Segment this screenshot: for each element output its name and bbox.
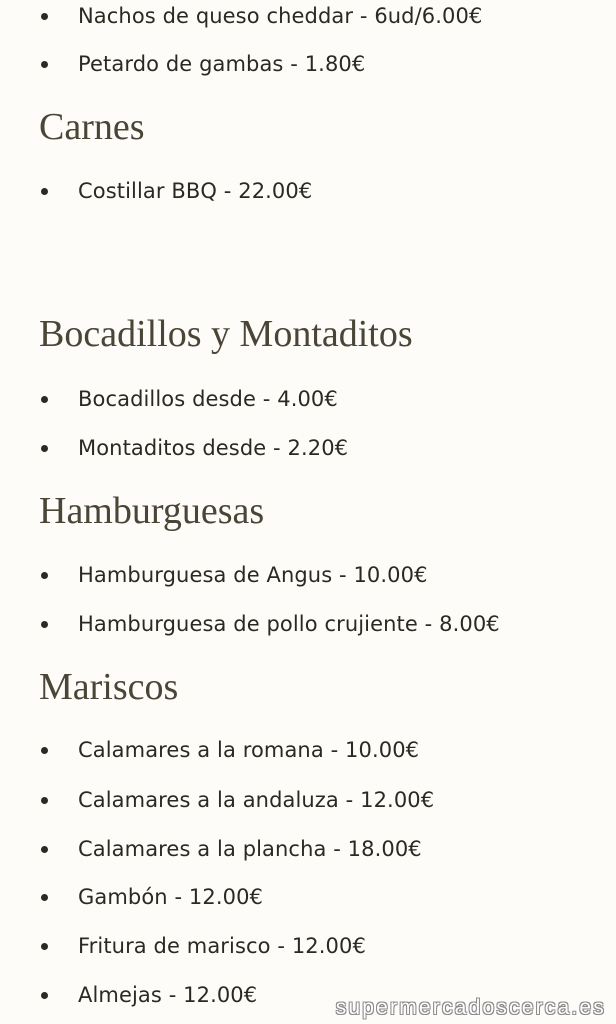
- bullet: [41, 747, 48, 754]
- list-item: [0, 1, 616, 31]
- bullet: [41, 846, 48, 853]
- watermark: supermercadoscerca.es: [335, 996, 606, 1019]
- bullet: [41, 992, 48, 999]
- bullet: [41, 13, 48, 20]
- list-item: [0, 785, 616, 815]
- list-item-text: Hamburguesa de Angus - 10.00€: [78, 563, 428, 587]
- list-item: [0, 49, 616, 79]
- bullet: [41, 396, 48, 403]
- list-item: [0, 384, 616, 414]
- list-item-text: Montaditos desde - 2.20€: [78, 436, 349, 460]
- list-item-text: Bocadillos desde - 4.00€: [78, 387, 338, 411]
- list-item-text: Petardo de gambas - 1.80€: [78, 52, 366, 76]
- list-item-text: Fritura de marisco - 12.00€: [78, 934, 366, 958]
- bullet: [41, 572, 48, 579]
- list-item: [0, 176, 616, 206]
- list-item-text: Calamares a la romana - 10.00€: [78, 738, 420, 762]
- list-item: [0, 931, 616, 961]
- list-item-text: Calamares a la andaluza - 12.00€: [78, 788, 435, 812]
- list-item: [0, 735, 616, 765]
- section-title-hamburguesas: Hamburguesas: [39, 490, 265, 532]
- bullet: [41, 894, 48, 901]
- bullet: [41, 445, 48, 452]
- list-item: [0, 560, 616, 590]
- list-item: [0, 834, 616, 864]
- list-item-text: Hamburguesa de pollo crujiente - 8.00€: [78, 612, 500, 636]
- section-title-carnes: Carnes: [39, 106, 145, 148]
- list-item: [0, 609, 616, 639]
- list-item: [0, 882, 616, 912]
- list-item-text: Costillar BBQ - 22.00€: [78, 179, 313, 203]
- list-item-text: Calamares a la plancha - 18.00€: [78, 837, 422, 861]
- section-title-bocadillos: Bocadillos y Montaditos: [39, 313, 413, 355]
- bullet: [41, 621, 48, 628]
- section-title-mariscos: Mariscos: [39, 666, 179, 708]
- bullet: [41, 188, 48, 195]
- list-item-text: Almejas - 12.00€: [78, 983, 258, 1007]
- bullet: [41, 61, 48, 68]
- bullet: [41, 797, 48, 804]
- bullet: [41, 943, 48, 950]
- list-item: [0, 433, 616, 463]
- list-item-text: Gambón - 12.00€: [78, 885, 263, 909]
- list-item-text: Nachos de queso cheddar - 6ud/6.00€: [78, 4, 483, 28]
